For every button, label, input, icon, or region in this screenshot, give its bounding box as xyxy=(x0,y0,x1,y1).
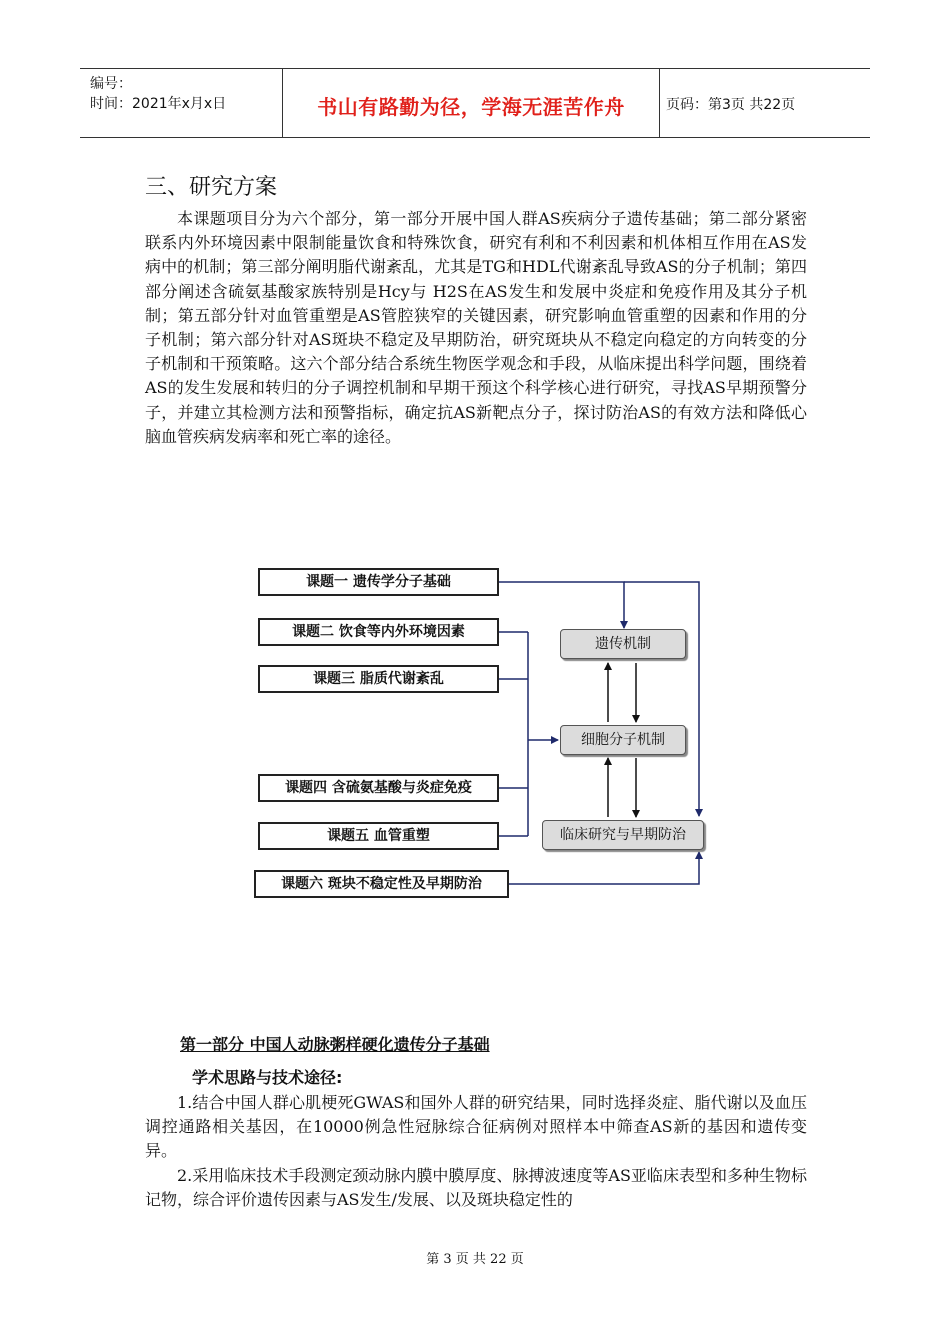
part1-subtitle: 学术思路与技术途径: xyxy=(192,1068,343,1087)
clinical-research-box: 临床研究与早期防治 xyxy=(542,820,704,850)
section-title: 三、研究方案 xyxy=(145,175,278,200)
genetic-mechanism-box: 遗传机制 xyxy=(560,629,686,659)
page-header xyxy=(80,68,870,138)
motto: 书山有路勤为径，学海无涯苦作舟 xyxy=(317,95,625,119)
header-left-cell xyxy=(80,69,283,137)
topic-6-box: 课题六 斑块不稳定性及早期防治 xyxy=(254,870,509,898)
connector-topic6 xyxy=(509,852,699,884)
header-page-number: 页码：第3页 共22页 xyxy=(666,97,796,113)
part1-title: 第一部分 中国人动脉粥样硬化遗传分子基础 xyxy=(180,1035,490,1054)
topic-5-box: 课题五 血管重塑 xyxy=(258,822,499,850)
topic-2-box: 课题二 饮食等内外环境因素 xyxy=(258,618,499,646)
header-right-cell xyxy=(660,69,870,137)
connector-topic1 xyxy=(499,582,624,628)
topic-4-box: 课题四 含硫氨基酸与炎症免疫 xyxy=(258,774,499,802)
document-date: 时间：2021年x月x日 xyxy=(90,96,227,112)
cellular-molecular-mechanism-box: 细胞分子机制 xyxy=(560,725,686,755)
part1-item-2: 2.采用临床技术手段测定颈动脉内膜中膜厚度、脉搏波速度等AS亚临床表型和多种生物标记物，综合评价遗传因素与AS发生/发展、以及斑块稳定性的 xyxy=(145,1166,807,1210)
topic-3-box: 课题三 脂质代谢紊乱 xyxy=(258,665,499,693)
header-center-cell xyxy=(283,69,660,137)
topic-1-box: 课题一 遗传学分子基础 xyxy=(258,568,499,596)
research-plan-paragraph: 本课题项目分为六个部分，第一部分开展中国人群AS疾病分子遗传基础；第二部分紧密联系内外环境因素中限制能量饮食和特殊饮食，研究有利和不利因素和机体相互作用在AS发病中的机制；第三部分阐明脂代谢紊乱，尤其是TG和HDL代谢紊乱导致AS的分子机制；第四部分阐述含硫氨基酸家族特别是Hcy与 H2S在AS发生和发展中炎症和免疫作用及其分子机制；第五部分针对血管重塑是AS管腔狭窄的关键因素，研究影响血管重塑的因素和作用的分子机制；第六部分针对AS斑块不稳定及早期防治，研究斑块从不稳定向稳定的方向转变的分子机制和干预策略。这六个部分结合系统生物医学观念和手段，从临床提出科学问题，围绕着AS的发生发展和转归的分子调控机制和早期干预这个科学核心进行研究，寻找AS早期预警分子，并建立其检测方法和预警指标，确定抗AS新靶点分子，探讨防治AS的有效方法和降低心脑血管疾病发病率和死亡率的途径。 xyxy=(145,209,807,446)
part1-item-1: 1.结合中国人群心肌梗死GWAS和国外人群的研究结果，同时选择炎症、脂代谢以及血压调控通路相关基因，在10000例急性冠脉综合征病例对照样本中筛查AS新的基因和遗传变异。 xyxy=(145,1093,807,1161)
document-number: 编号： xyxy=(90,76,132,92)
connector-topic1-right xyxy=(624,582,699,816)
page-footer: 第 3 页 共 22 页 xyxy=(426,1252,524,1267)
